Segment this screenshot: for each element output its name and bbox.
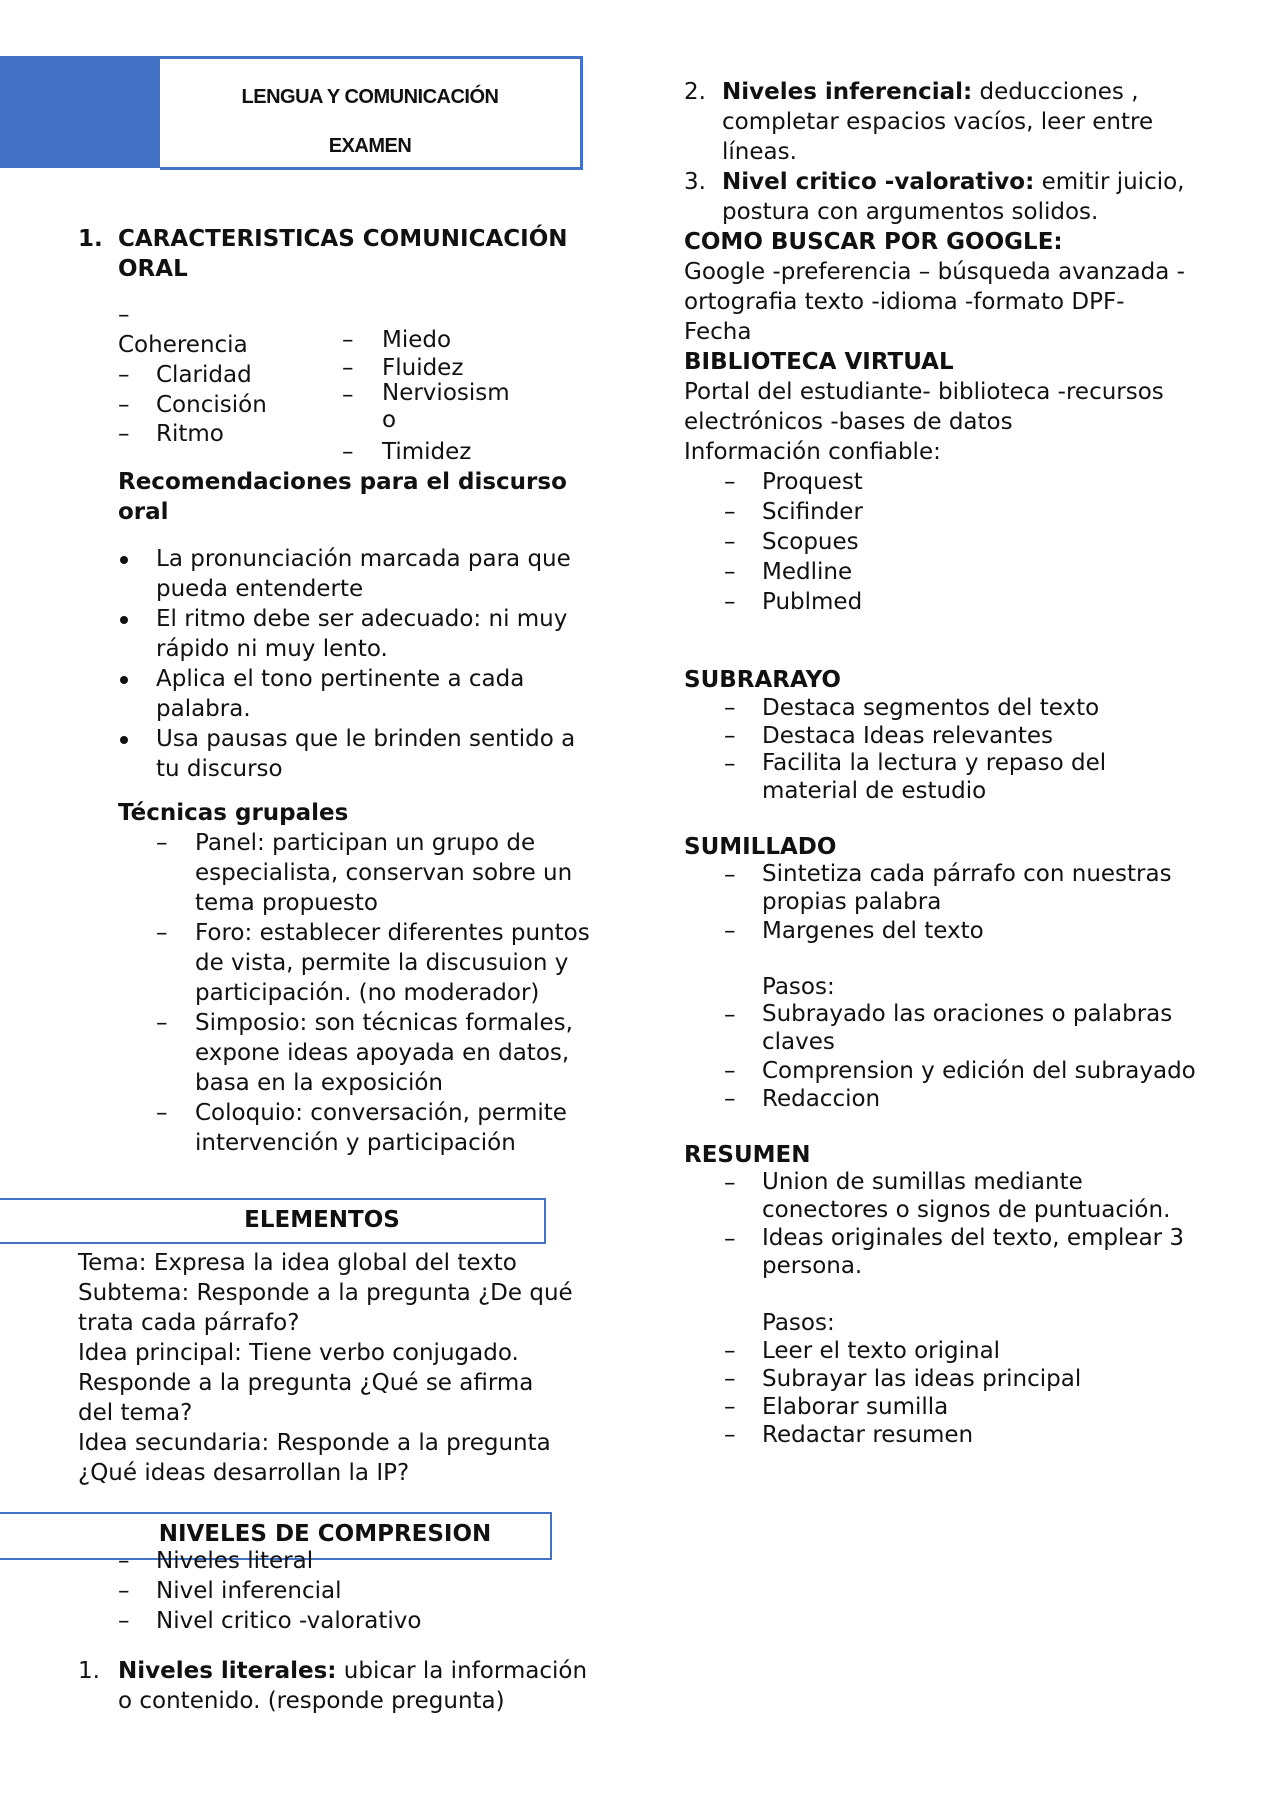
dash-marker: – [724,1394,736,1420]
dash-marker: – [118,1578,130,1604]
sumillado-step: Redaccion [762,1086,881,1112]
sumillado-step: Subrayado las oraciones o palabras claves [762,1001,1173,1055]
sumillado-step: Comprension y edición del subrayado [762,1058,1196,1084]
dash-marker: – [156,1010,168,1036]
library-line: Información confiable: [684,439,941,465]
dash-marker: – [118,362,130,388]
library-line: electrónicos -bases de datos [684,409,1013,435]
google-line: Google -preferencia – búsqueda avanzada - [684,259,1185,285]
summary-step: Subrayar las ideas principal [762,1366,1082,1392]
level3-number: 3. [684,169,706,195]
trait-item: Coherencia [118,332,248,358]
dash-marker: – [118,392,130,418]
underline-title: SUBRARAYO [684,667,841,693]
header-title: LENGUA Y COMUNICACIÓN [241,86,499,108]
trait-item: Nerviosismo [382,380,510,433]
summary-title: RESUMEN [684,1142,811,1168]
level2-line [722,77,1139,107]
summary-step: Redactar resumen [762,1422,974,1448]
dash-marker: – [118,421,130,447]
trait-item: Ritmo [156,421,224,447]
dash-marker: – [724,1086,736,1112]
bullet-icon [120,616,128,624]
library-source: Publmed [762,589,863,615]
level-item: Nivel critico -valorativo [156,1608,422,1634]
recommendation-item: El ritmo debe ser adecuado: ni muy rápido ni muy lento. [156,606,568,662]
level1-text-cont: o contenido. (responde pregunta) [118,1688,505,1714]
level-item: Nivel inferencial [156,1578,342,1604]
google-line: Fecha [684,319,752,345]
dash-marker: – [724,1422,736,1448]
dash-marker: – [724,1170,736,1196]
dash-marker: – [724,1338,736,1364]
elements-line: Subtema: Responde a la pregunta ¿De qué [78,1280,573,1306]
level-item: Niveles literal [156,1548,314,1574]
bullet-icon [120,676,128,684]
dash-marker: – [156,830,168,856]
dash-marker: – [156,920,168,946]
sumillado-item: Sintetiza cada párrafo con nuestras propias palabra [762,861,1172,915]
dash-marker: – [724,918,736,944]
summary-step: Leer el texto original [762,1338,1001,1364]
elements-line: ¿Qué ideas desarrollan la IP? [78,1460,410,1486]
dash-marker: – [724,1058,736,1084]
header-accent-bar [0,56,162,168]
techniques-title: Técnicas grupales [118,800,349,826]
trait-item: Fluidez [382,355,464,381]
level3-line [722,167,1185,197]
level1-label: Niveles literales: [118,1658,337,1684]
level1-number: 1. [78,1658,100,1684]
sumillado-steps-label: Pasos: [762,974,835,1000]
recommendation-item: Aplica el tono pertinente a cada palabra. [156,666,525,722]
section1-title: CARACTERISTICAS COMUNICACIÓN ORAL [118,226,568,282]
library-source: Scifinder [762,499,863,525]
recommendation-item: La pronunciación marcada para que pueda entenderte [156,546,571,602]
elements-title: ELEMENTOS [244,1207,400,1233]
elements-line: Idea secundaria: Responde a la pregunta [78,1430,551,1456]
elements-line: del tema? [78,1400,193,1426]
technique-item: Simposio: son técnicas formales, expone ideas apoyada en datos, basa en la exposición [195,1010,573,1096]
elements-line: trata cada párrafo? [78,1310,300,1336]
trait-item: Timidez [382,439,472,465]
level2-text-cont: líneas. [722,139,797,165]
level1-text: ubicar la información [336,1658,588,1684]
sumillado-item: Margenes del texto [762,918,984,944]
dash-marker: – [724,723,736,749]
technique-item: Coloquio: conversación, permite intervención y participación [195,1100,567,1156]
summary-item: Union de sumillas mediante conectores o signos de puntuación. [762,1169,1171,1223]
dash-marker: – [724,559,736,585]
level2-label: Niveles inferencial: [722,79,973,105]
header-box [160,56,583,170]
dash-marker: – [724,1226,736,1252]
library-line: Portal del estudiante- biblioteca -recursos [684,379,1164,405]
trait-item: Claridad [156,362,252,388]
underline-item: Destaca Ideas relevantes [762,723,1054,749]
level3-text-cont: postura con argumentos solidos. [722,199,1099,225]
levels-title: NIVELES DE COMPRESION [158,1521,492,1547]
google-line: ortografia texto -idioma -formato DPF- [684,289,1125,315]
library-source: Proquest [762,469,863,495]
summary-steps-label: Pasos: [762,1310,835,1336]
dash-marker: – [724,589,736,615]
dash-marker: – [118,1548,130,1574]
google-title: COMO BUSCAR POR GOOGLE: [684,229,1063,255]
library-source: Scopues [762,529,859,555]
level3-text: emitir juicio, [1034,169,1185,195]
elements-line: Tema: Expresa la idea global del texto [78,1250,517,1276]
level2-text: deducciones , [972,79,1139,105]
dash-marker: – [342,382,354,408]
dash-marker: – [342,439,354,465]
summary-item: Ideas originales del texto, emplear 3 persona. [762,1225,1185,1279]
dash-marker: – [724,862,736,888]
technique-item: Panel: participan un grupo de especialista, conservan sobre un tema propuesto [195,830,573,916]
library-source: Medline [762,559,853,585]
dash-marker: – [342,327,354,353]
elements-line: Responde a la pregunta ¿Qué se afirma [78,1370,534,1396]
underline-item: Facilita la lectura y repaso del material de estudio [762,750,1107,804]
header-subtitle: EXAMEN [328,135,412,157]
elements-line: Idea principal: Tiene verbo conjugado. [78,1340,519,1366]
summary-step: Elaborar sumilla [762,1394,949,1420]
dash-marker: – [156,1100,168,1126]
section1-number: 1. [78,226,103,252]
dash-marker: – [724,1366,736,1392]
library-title: BIBLIOTECA VIRTUAL [684,349,954,375]
bullet-icon [120,736,128,744]
dash-marker: – [724,499,736,525]
dash-marker: – [724,695,736,721]
underline-item: Destaca segmentos del texto [762,695,1100,721]
recommendation-item: Usa pausas que le brinden sentido a tu discurso [156,726,576,782]
recommendations-title: Recomendaciones para el discurso oral [118,469,567,525]
dash-marker: – [724,469,736,495]
bullet-icon [120,556,128,564]
elements-heading [0,1198,546,1244]
trait-item: Miedo [382,327,452,353]
technique-item: Foro: establecer diferentes puntos de vista, permite la discusuion y participación. (no moderador) [195,920,590,1006]
trait-item: Concisión [156,392,267,418]
level1-line [118,1656,587,1686]
level3-label: Nivel critico -valorativo: [722,169,1035,195]
dash-marker: – [724,751,736,777]
dash-marker: – [118,1608,130,1634]
dash-marker: – [342,355,354,381]
dash-marker: – [724,529,736,555]
level2-number: 2. [684,79,706,105]
level2-text-cont: completar espacios vacíos, leer entre [722,109,1154,135]
dash-marker: – [724,1002,736,1028]
dash-marker: – [118,302,130,328]
sumillado-title: SUMILLADO [684,834,837,860]
